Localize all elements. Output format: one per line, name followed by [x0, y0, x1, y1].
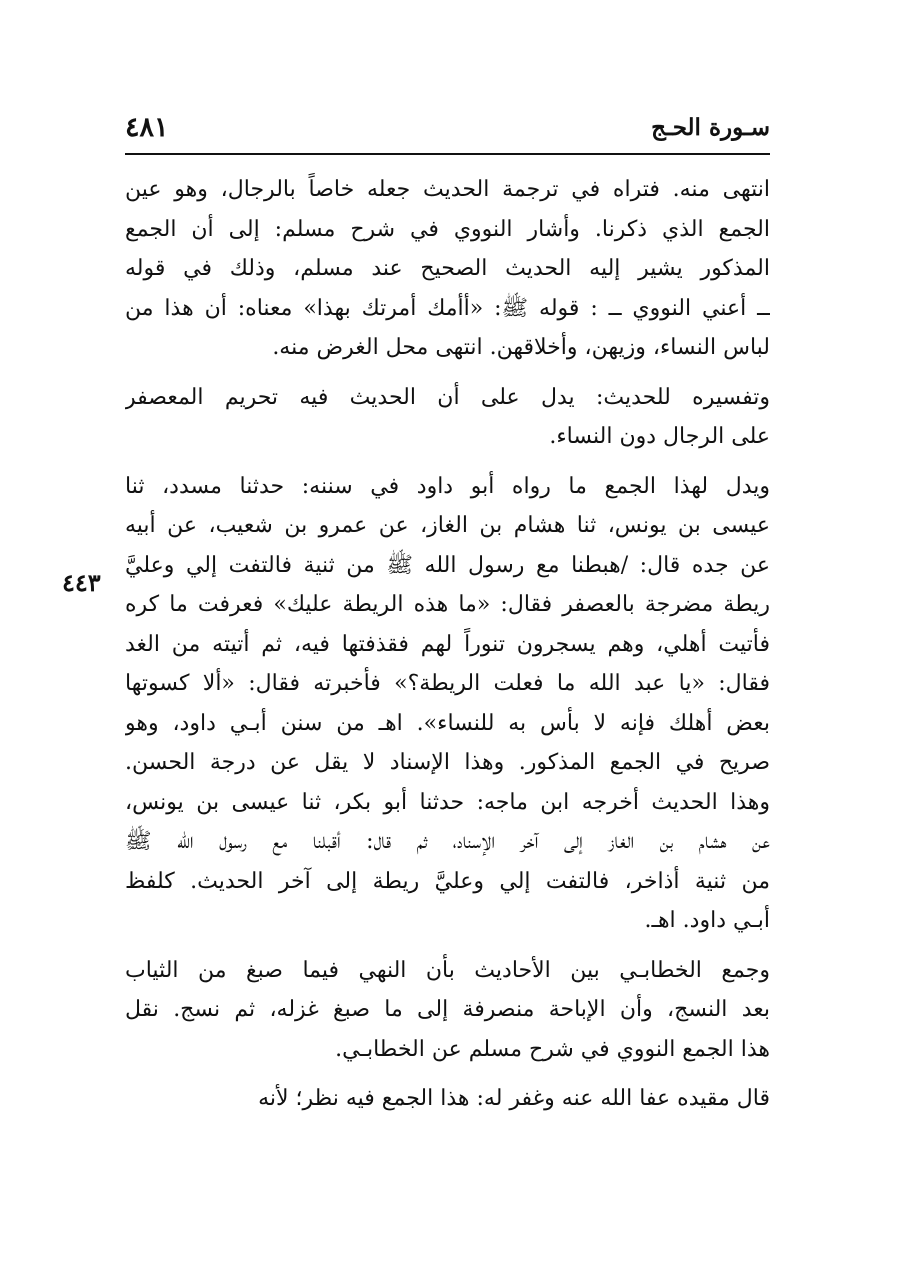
text-line: صريح في الجمع المذكور. وهذا الإسناد لا يقل عن درجة الحسن.: [125, 750, 770, 775]
text-line: فأتيت أهلي، وهم يسجرون تنوراً لهم فقذفتها فيه، ثم أتيته من الغد: [125, 631, 770, 657]
paragraph: [125, 1079, 770, 1119]
text-line: وهذا الحديث أخرجه ابن ماجه: حدثنا أبو بكر، ثنا عيسى بن يونس،: [125, 789, 770, 815]
text-line: لباس النساء، وزيهن، وأخلاقهن. انتهى محل الغرض منه.: [272, 335, 770, 360]
paragraph-spacer: [125, 368, 770, 378]
page-number: ٤٨١: [125, 112, 169, 143]
text-line: بعد النسج، وأن الإباحة منصرفة إلى ما صبغ غزله، ثم نسج. نقل: [125, 997, 770, 1022]
page-header: [125, 112, 770, 154]
chapter-title: سـورة الحـج: [651, 114, 770, 141]
text-line: المذكور يشير إليه الحديث الصحيح عند مسلم، وذلك في قوله: [125, 256, 770, 281]
text-line: أبـي داود. اهـ.: [644, 908, 770, 933]
text-line: عن هشام بن الغاز إلى آخر الإسناد، ثم قال: أقبلنا مع رسول الله ﷺ: [125, 829, 770, 854]
text-line: الجمع الذي ذكرنا. وأشار النووي في شرح مسلم: إلى أن الجمع: [125, 216, 770, 242]
text-line: بعض أهلك فإنه لا بأس به للنساء». اهـ من سنن أبـي داود، وهو: [125, 710, 770, 736]
paragraph-spacer: [125, 457, 770, 467]
margin-page-reference: ٤٤٣: [62, 568, 101, 597]
text-line: ــ أعني النووي ــ : قوله ﷺ: «أأمك أمرتك بهذا» معناه: أن هذا من: [125, 295, 770, 321]
text-line: فقال: «يا عبد الله ما فعلت الريطة؟» فأخبرته فقال: «ألا كسوتها: [125, 671, 770, 696]
paragraph-spacer: [125, 941, 770, 951]
text-line: وتفسيره للحديث: يدل على أن الحديث فيه تحريم المعصفر: [125, 384, 770, 410]
text-line: وجمع الخطابـي بين الأحاديث بأن النهي فيما صبغ من الثياب: [125, 957, 770, 983]
text-line: عيسى بن يونس، ثنا هشام بن الغاز، عن عمرو بن شعيب، عن أبيه: [125, 513, 770, 538]
body-text: [125, 170, 770, 1119]
text-line: قال مقيده عفا الله عنه وغفر له: هذا الجمع فيه نظر؛ لأنه: [258, 1086, 770, 1111]
header-divider: [125, 153, 770, 155]
text-line: ويدل لهذا الجمع ما رواه أبو داود في سننه: حدثنا مسدد، ثنا: [125, 473, 770, 499]
paragraph: [125, 378, 770, 457]
paragraph: [125, 467, 770, 941]
text-line: عن جده قال: /هبطنا مع رسول الله ﷺ من ثنية فالتفت إلي وعليَّ: [125, 552, 770, 578]
text-line: من ثنية أذاخر، فالتفت إلي وعليَّ ريطة إلى آخر الحديث. كلفظ: [125, 868, 770, 894]
paragraph: [125, 951, 770, 1070]
paragraph-spacer: [125, 1069, 770, 1079]
text-line: هذا الجمع النووي في شرح مسلم عن الخطابـي.: [335, 1036, 770, 1062]
text-line: انتهى منه. فتراه في ترجمة الحديث جعله خاصاً بالرجال، وهو عين: [125, 177, 770, 202]
text-line: ريطة مضرجة بالعصفر فقال: «ما هذه الريطة عليك» فعرفت ما كره: [125, 592, 770, 617]
paragraph: [125, 170, 770, 368]
text-line: على الرجال دون النساء.: [549, 424, 770, 449]
